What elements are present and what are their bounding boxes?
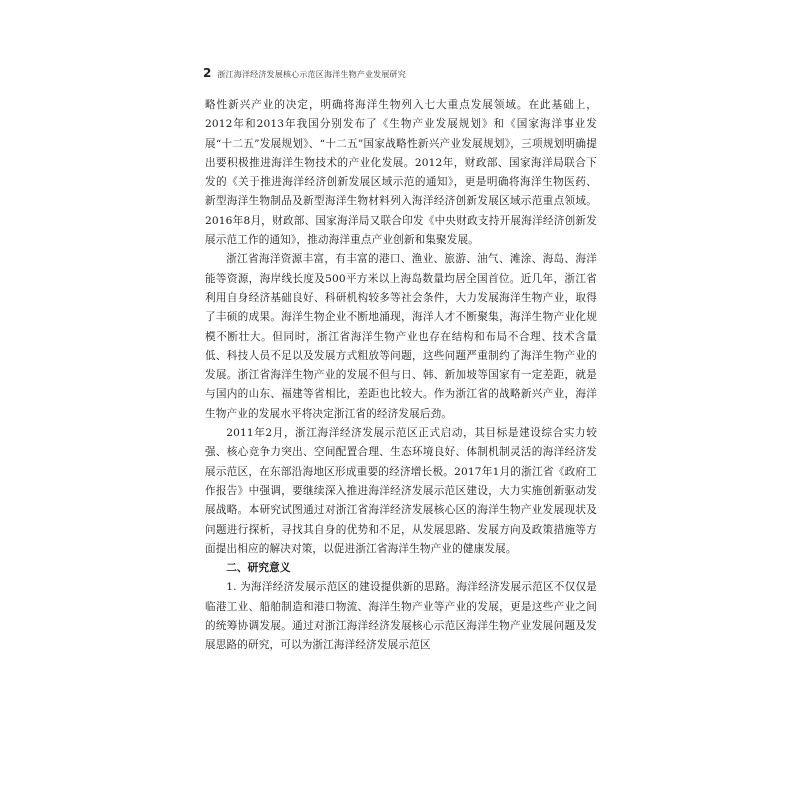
paragraph-significance-1: 1. 为海洋经济发展示范区的建设提供新的思路。海洋经济发展示范区不仅仅是临港工业、船舶制造和港口物流、海洋生物产业等产业的发展，更是这些产业之间的统筹协调发展。通过对浙江海洋经济发展核心示范区海洋生物产业发展问题及发展思路的研究，可以为浙江海洋经济发展示范区 (205, 581, 597, 652)
section-heading: 二、研究意义 (226, 562, 291, 575)
running-head (203, 66, 603, 82)
page-number: 2 (203, 66, 212, 80)
paragraph-continued: 略性新兴产业的决定，明确将海洋生物列入七大重点发展领域。在此基础上，2012年和2013年我国分别发布了《生物产业发展规划》和《国家海洋事业发展“十二五”发展规划》、“十二五”国家战略性新兴产业发展规划》，三项规划明确提出要积极推进海洋生物技术的产业化发展。2012年，财政部、国家海洋局联合下发的《关于推进海洋经济创新发展区域示范的通知》，更是明确将海洋生物医药、新型海洋生物制品及新型海洋生物材料列入海洋经济创新发展区域示范重点领域。2016年8月，财政部、国家海洋局又联合印发《中央财政支持开展海洋经济创新发展示范工作的通知》，推动海洋重点产业创新和集聚发展。 (205, 99, 597, 247)
running-title: 浙江海洋经济发展核心示范区海洋生物产业发展研究 (217, 70, 406, 79)
body-text (205, 96, 597, 656)
paragraph-demonstration-zone: 2011年2月，浙江海洋经济发展示范区正式启动，其目标是建设综合实力较强、核心竞争力突出、空间配置合理、生态环境良好、体制机制灵活的海洋经济发展示范区，在东部沿海地区形成重要的经济增长极。2017年1月的浙江省《政府工作报告》中强调，要继续深入推进海洋经济发展示范区建设，大力实施创新驱动发展战略。本研究试图通过对浙江省海洋经济发展核心区的海洋生物产业发展现状及问题进行探析，寻找其自身的优势和不足，从发展思路、发展方向及政策措施等方面提出相应的解决对策，以促进浙江省海洋生物产业的健康发展。 (205, 427, 597, 555)
paragraph-zhejiang-resources: 浙江省海洋资源丰富，有丰富的港口、渔业、旅游、油气、滩涂、海岛、海洋能等资源，海岸线长度及500平方米以上海岛数量均居全国首位。近几年，浙江省利用自身经济基础良好、科研机构较多等社会条件，大力发展海洋生物产业，取得了丰硕的成果。海洋生物企业不断地涌现，海洋人才不断聚集，海洋生物产业化规模不断壮大。但同时，浙江省海洋生物产业也存在结构和布局不合理、技术含量低、科技人员不足以及发展方式粗放等问题，这些问题严重制约了海洋生物产业的发展。浙江省海洋生物产业的发展不但与日、韩、新加坡等国家有一定差距，就是与国内的山东、福建等省相比，差距也比较大。作为浙江省的战略新兴产业，海洋生物产业的发展水平将决定浙江省的经济发展后劲。 (205, 253, 597, 420)
